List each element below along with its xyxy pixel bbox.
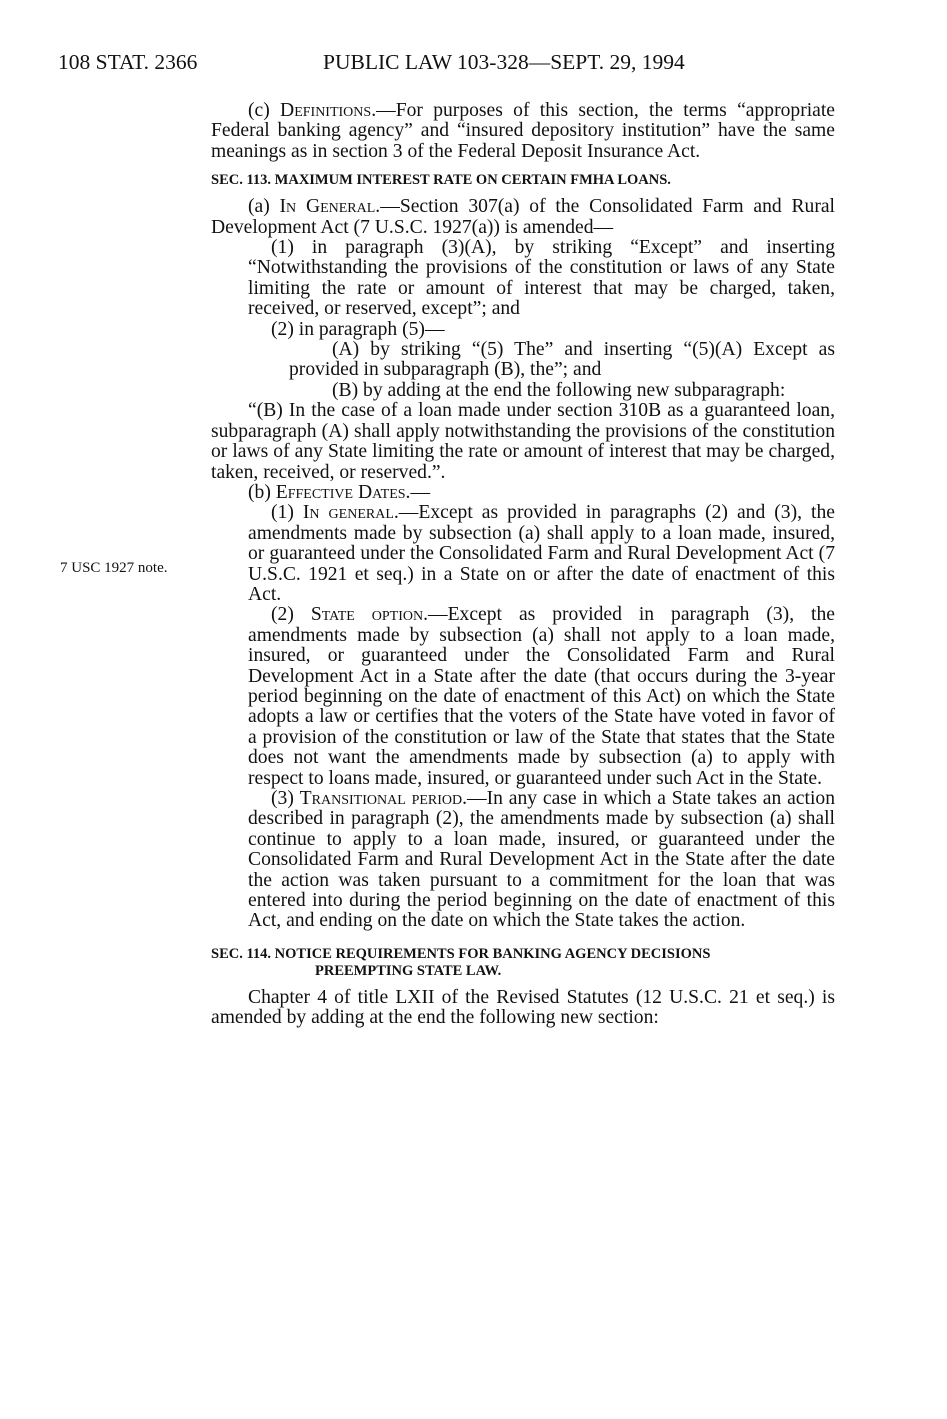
subparagraph-B: (B) by adding at the end the following new subparagraph:	[332, 379, 786, 401]
paragraph-b1: (1) In general.—Except as provided in paragraphs (2) and (3), the amendments made by subsection (a) shall apply to a loan made, insured, or guaranteed under the Consolidated Farm and Rural Development Act (7 U.S.C. 1921 et seq.) in a State on or after the date of enactment of this Act.	[248, 502, 835, 605]
paragraph-b3: (3) Transitional period.—In any case in which a State takes an action described in paragraph (2), the amendments made by subsection (a) shall continue to apply to a loan made, insured, or guaranteed under the Consolidated Farm and Rural Development Act in the State after the date the action was taken pursuant to a commitment for the loan that was entered into during the period beginning on the date of enactment of this Act, and ending on the date on which the State takes the action.	[248, 788, 835, 932]
document-body	[211, 101, 835, 1029]
section-114-heading-line1: SEC. 114. NOTICE REQUIREMENTS FOR BANKING AGENCY DECISIONS	[211, 945, 711, 962]
subsection-b-heading: Effective Dates.	[275, 481, 411, 503]
definitions-heading: Definitions.	[280, 100, 377, 121]
stat-citation: 108 STAT. 2366	[58, 50, 198, 74]
closing-paragraph: Chapter 4 of title LXII of the Revised Statutes (12 U.S.C. 21 et seq.) is amended by adding at the end the following new section:	[211, 986, 835, 1029]
subsection-a-heading: In General.	[279, 196, 381, 218]
paragraph-2: (2) in paragraph (5)—	[271, 318, 445, 340]
subsection-a: (a) In General.—Section 307(a) of the Consolidated Farm and Rural Development Act (7 U.S.C. 1927(a)) is amended—	[211, 196, 836, 238]
page-header	[58, 50, 838, 80]
paragraph-1: (1) in paragraph (3)(A), by striking “Except” and inserting “Notwithstanding the provisions of the constitution or laws of any State limiting the rate or amount of interest that may be charged, taken, received, or reserved, except”; and	[248, 237, 835, 320]
paragraph-b2-heading: State option.	[310, 604, 428, 626]
section-114-heading	[211, 946, 835, 980]
section-114-heading-line2: PREEMPTING STATE LAW.	[315, 962, 502, 979]
quoted-subparagraph-B: “(B) In the case of a loan made under section 310B as a guaranteed loan, subparagraph (A) shall apply notwithstanding the provisions of the constitution or laws of any State limiting the rate or amount of interest that may be charged, taken, received, or reserved.”.	[211, 400, 835, 483]
subparagraph-A: (A) by striking “(5) The” and inserting “(5)(A) Except as provided in subparagraph (B), the”; and	[289, 339, 835, 381]
section-113-heading: SEC. 113. MAXIMUM INTEREST RATE ON CERTAIN FMHA LOANS.	[211, 172, 671, 189]
public-law-citation: PUBLIC LAW 103-328—SEPT. 29, 1994	[323, 50, 685, 74]
subsection-b: (b) Effective Dates.—	[248, 481, 431, 503]
paragraph-b2: (2) State option.—Except as provided in paragraph (3), the amendments made by subsection (a) shall not apply to a loan made, insured, or guaranteed under the Consolidated Farm and Rural Development Act in a State after the date (that occurs during the 3-year period beginning on the date of enactment of this Act) on which the State adopts a law or certifies that the voters of the State have voted in favor of a provision of the constitution or law of the State that states that the State does not want the amendments made by subsection (a) to apply with respect to loans made, insured, or guaranteed under such Act in the State.	[248, 604, 835, 789]
paragraph-b1-heading: In general.	[302, 502, 399, 524]
margin-note: 7 USC 1927 note.	[60, 560, 168, 576]
paragraph-b3-heading: Transitional period.	[299, 788, 468, 809]
definitions-paragraph: (c) Definitions.—For purposes of this section, the terms “appropriate Federal banking agency” and “insured depository institution” have the same meanings as in section 3 of the Federal Deposit Insurance Act.	[211, 100, 835, 162]
